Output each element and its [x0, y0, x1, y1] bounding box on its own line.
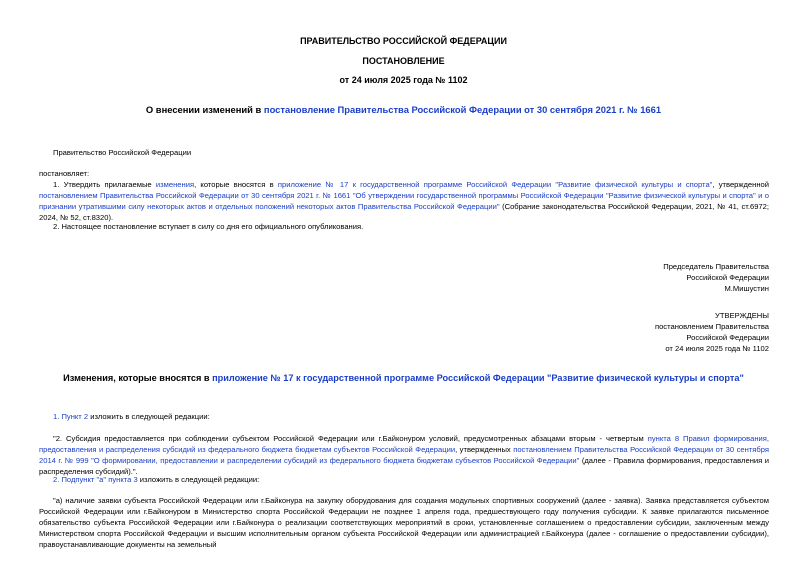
- p1-text-c: , утвержденной: [712, 180, 769, 189]
- signature-title: Председатель Правительства: [663, 262, 769, 271]
- approved-date: от 24 июля 2025 года № 1102: [665, 344, 769, 353]
- signature-org: Российской Федерации: [686, 273, 769, 282]
- document-date: от 24 июля 2025 года № 1102: [339, 75, 468, 85]
- quote2-text-a: "2. Субсидия предоставляется при соблюдении субъектом Российской Федерации или г.Байконуром условий, предусмотренных абзацами вторым - четвертым: [53, 434, 648, 443]
- item-2-rest: изложить в следующей редакции:: [137, 475, 260, 484]
- government-heading: ПРАВИТЕЛЬСТВО РОССИЙСКОЙ ФЕДЕРАЦИИ: [300, 36, 507, 46]
- item-1-link[interactable]: 1. Пункт 2: [53, 412, 89, 421]
- appendix-link[interactable]: приложение № 17 к государственной программе Российской Федерации "Развитие физической культуры и спорта": [277, 180, 713, 189]
- resolution-999-link[interactable]: постановлением Правительства Российской Федерации от 30 сентября 2014 г. № 999 "О формировании, предоставлении и распределении субсидий из федерального бюджета бюджетам субъектов Российской Федерации": [39, 445, 769, 465]
- paragraph-1: [39, 179, 769, 223]
- item-2: [53, 474, 259, 485]
- document-title: [0, 104, 807, 115]
- p1-text-d: (Собрание законодательства Российской Федерации, 2021, № 41, ст.6972; 2024, № 52, ст.8320).: [39, 202, 769, 222]
- paragraph-2: 2. Настоящее постановление вступает в силу со дня его официального опубликования.: [53, 222, 364, 231]
- item-2-link[interactable]: 2. Подпункт "а" пункта 3: [53, 475, 138, 484]
- quote2-text-b: , утвержденных: [455, 445, 514, 454]
- quote-a-text: "а) наличие заявки субъекта Российской Федерации или г.Байконура на закупку оборудования для создания модульных спортивных сооружений (далее - заявка). Заявка представляется субъектом Российской Федерации или г.Байконуром в Министерство спорта Российской Федерации не позднее 1 апреля года, предшествующего году получения субсидии. К заявке прилагаются письменное обязательство субъекта Российской Федерации или г.Байконура о реализации соответствующих мероприятий в сроки, установленные соглашением о предоставлении субсидии, заключенным между Министерством спорта Российской Федерации и высшим исполнительным органом субъекта Российской Федерации или администрацией г.Байконура (далее - соглашение о предоставлении субсидии), правоустанавливающие документы на земельный: [39, 496, 769, 549]
- changes-link[interactable]: изменения: [155, 180, 195, 189]
- title-prefix: О внесении изменений в: [145, 104, 264, 115]
- changes-title-prefix: Изменения, которые вносятся в: [63, 373, 213, 383]
- approved-org: Российской Федерации: [686, 333, 769, 342]
- signature-block: [663, 261, 769, 294]
- approved-block: [655, 310, 769, 354]
- p1-text-b: , которые вносятся в: [194, 180, 278, 189]
- gov-name: Правительство Российской Федерации: [53, 148, 192, 157]
- rules-link[interactable]: пункта 8 Правил формирования, предоставления и распределения субсидий из федерального бюджета бюджетам субъектов Российской Федерации: [39, 434, 769, 454]
- item-1-rest: изложить в следующей редакции:: [88, 412, 210, 421]
- item-1: [53, 411, 210, 422]
- quote-2: [39, 433, 769, 477]
- document-type: ПОСТАНОВЛЕНИЕ: [362, 56, 445, 66]
- p1-text-a: 1. Утвердить прилагаемые: [53, 180, 156, 189]
- quote-a: [39, 495, 769, 550]
- resolution-link[interactable]: постановлением Правительства Российской Федерации от 30 сентября 2021 г. № 1661 "Об утверждении государственной программы Российской Федерации "Развитие физической культуры и спорта" и о признании утратившими силу некоторых актов и отдельных положений некоторых актов Правительства Российской Федерации": [39, 191, 769, 211]
- approved-by: постановлением Правительства: [654, 322, 769, 331]
- decides-text: постановляет:: [39, 169, 90, 178]
- approved-label: УТВЕРЖДЕНЫ: [715, 311, 769, 320]
- quote2-text-c: (далее - Правила формирования, предоставления и распределения субсидий).".: [39, 456, 769, 476]
- changes-title: [0, 373, 807, 384]
- signature-name: М.Мишустин: [724, 284, 769, 293]
- title-link[interactable]: постановление Правительства Российской Федерации от 30 сентября 2021 г. № 1661: [263, 104, 662, 115]
- changes-title-link[interactable]: приложение № 17 к государственной программе Российской Федерации "Развитие физической культуры и спорта": [212, 373, 744, 383]
